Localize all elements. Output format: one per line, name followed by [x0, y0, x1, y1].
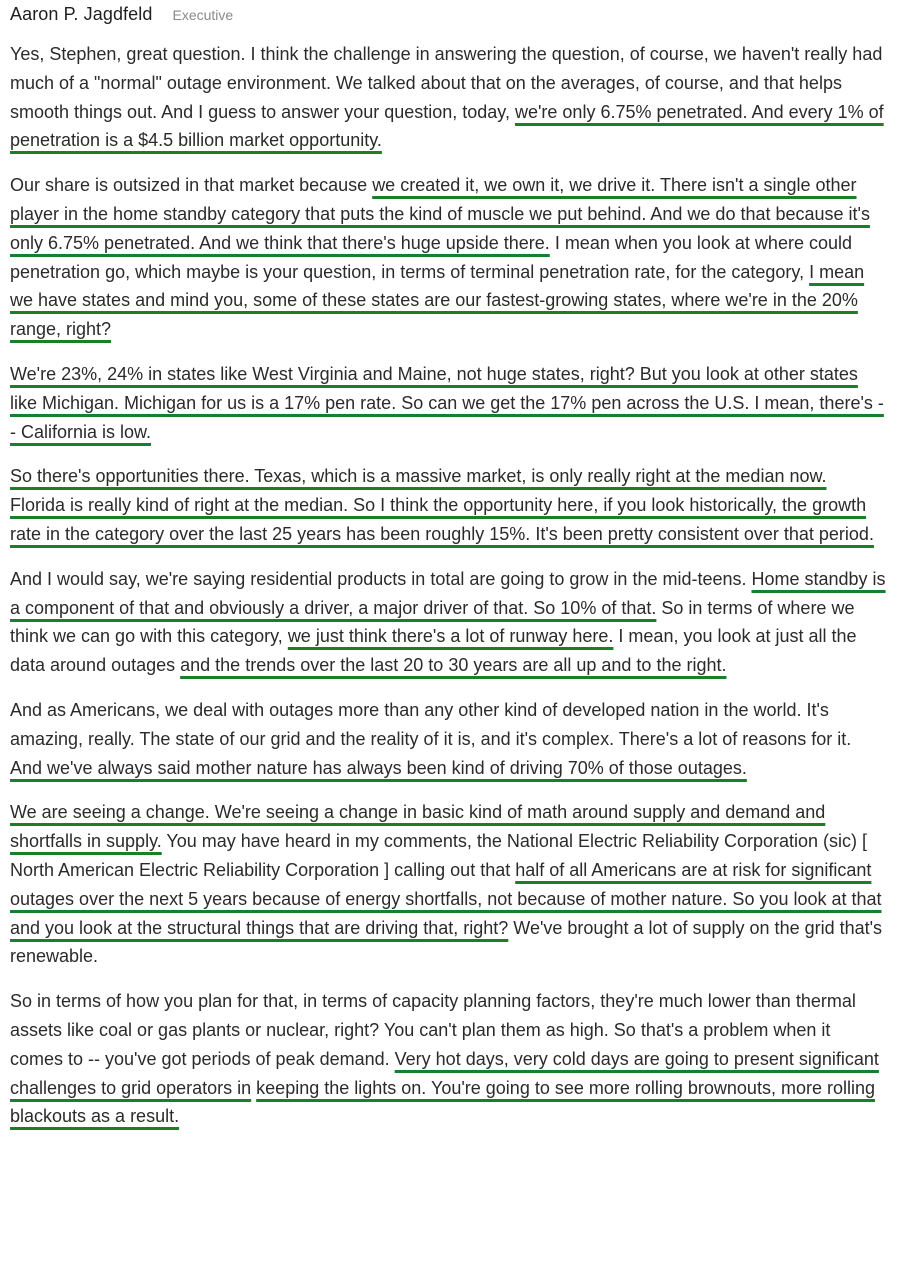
paragraph-text: You may have heard in my comments, the National Electric Reliability Corporation (sic) [ North American Electric Reliability Corporation ] calling out that: [10, 831, 868, 880]
highlighted-text: And we've always said mother nature has always been kind of driving 70% of those outages.: [10, 757, 747, 778]
highlighted-text: keeping the lights on. You're going to see more rolling brownouts, more rolling blackouts as a result.: [10, 1077, 875, 1127]
transcript-paragraph: [10, 696, 886, 782]
highlighted-text: We are seeing a change. We're seeing a change in basic kind of math around supply and demand and shortfalls in supply.: [10, 802, 826, 852]
paragraph-text: Our share is outsized in that market because: [10, 175, 373, 196]
highlighted-text: So there's opportunities there. Texas, which is a massive market, is only really right at the median now. Florida is really kind of right at the median. So I think the opportunity here, if you look historically, the growth rate in the category over the last 25 years has been roughly 15%. It's been pretty consistent over that period.: [10, 466, 874, 544]
paragraph-text: Yes, Stephen, great question. I think the challenge in answering the question, of course, we haven't really had much of a "normal" outage environment. We talked about that on the averages, of course, and that helps smooth things out. And I guess to answer your question, today,: [10, 44, 883, 122]
speaker-header: [10, 4, 233, 32]
highlighted-text: Very hot days, very cold days are going to present significant challenges to grid operators in: [10, 1048, 879, 1098]
transcript-paragraph: [10, 798, 886, 971]
transcript-paragraph: [10, 987, 886, 1131]
highlighted-text: and the trends over the last 20 to 30 years are all up and to the right.: [180, 655, 727, 676]
paragraph-text: And as Americans, we deal with outages more than any other kind of developed nation in the world. It's amazing, really. The state of our grid and the reality of it is, and it's complex. There's a lot of reasons for it.: [10, 699, 852, 749]
paragraph-text: We've brought a lot of supply on the grid that's renewable.: [10, 917, 883, 967]
highlighted-text: we're only 6.75% penetrated. And every 1% of penetration is a $4.5 billion market opportunity.: [10, 101, 884, 151]
paragraph-text: So in terms of how you plan for that, in terms of capacity planning factors, they're much lower than thermal assets like coal or gas plants or nuclear, right? You can't plan them as high. So that's a problem when it comes to -- you've got periods of peak demand.: [10, 991, 856, 1069]
highlighted-text: we just think there's a lot of runway here.: [287, 626, 614, 647]
paragraph-text: And I would say, we're saying residential products in total are going to grow in the mid-teens.: [10, 568, 752, 589]
highlighted-text: I mean we have states and mind you, some of these states are our fastest-growing states, where we're in the 20% range, right?: [10, 261, 865, 340]
transcript-paragraph: [10, 360, 886, 446]
paragraph-text: I mean, you look at just all the data around outages: [10, 626, 857, 676]
paragraph-text: I mean when you look at where could penetration go, which maybe is your question, in terms of terminal penetration rate, for the category,: [10, 232, 852, 282]
highlighted-text: We're 23%, 24% in states like West Virginia and Maine, not huge states, right? But you look at other states like Michigan. Michigan for us is a 17% pen rate. So can we get the 17% pen across the U.S. I mean, there's -- California is low.: [10, 363, 884, 442]
speaker-role: Executive: [172, 7, 234, 23]
highlighted-text: we created it, we own it, we drive it. There isn't a single other player in the home standby category that puts the kind of muscle we put behind. And we do that because it's only 6.75% penetrated. And we think that there's huge upside there.: [10, 175, 870, 253]
transcript-paragraph: [10, 462, 886, 548]
highlighted-text: half of all Americans are at risk for significant outages over the next 5 years because of energy shortfalls, not because of mother nature. So you look at that and you look at the structural things that are driving that, right?: [10, 859, 882, 938]
paragraph-text: So in terms of where we think we can go with this category,: [10, 597, 855, 647]
transcript-paragraph: [10, 565, 886, 680]
transcript-paragraph: [10, 171, 886, 344]
transcript-body: [10, 40, 886, 1147]
speaker-name: Aaron P. Jagdfeld: [10, 4, 153, 24]
highlighted-text: Home standby is a component of that and obviously a driver, a major driver of that. So 10% of that.: [10, 568, 886, 618]
transcript-paragraph: [10, 40, 886, 155]
